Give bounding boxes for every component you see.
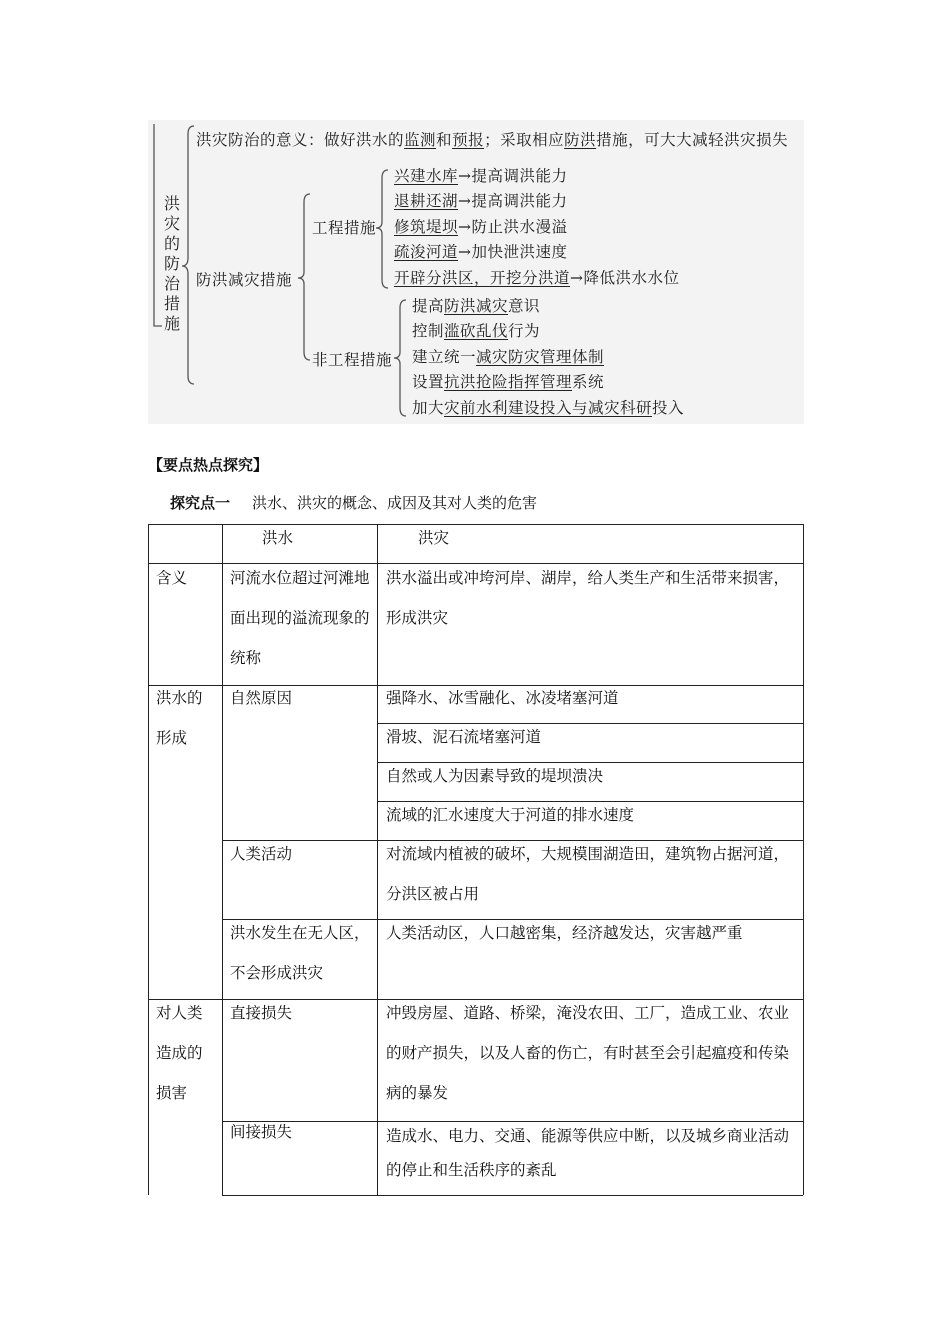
non-eng-item <box>412 321 540 341</box>
explore-point <box>170 492 537 513</box>
non-eng-item <box>412 347 604 367</box>
engineering-label: 工程措施 <box>312 219 377 237</box>
non-eng-item-text: 控制 <box>412 322 445 340</box>
meaning-keyword: 监测 <box>404 131 437 149</box>
eng-item-key: 开辟分洪区，开挖分洪道 <box>394 269 571 287</box>
disaster-definition: 洪水溢出或冲垮河岸、湖岸，给人类生产和生活带来损害，形成洪灾 <box>386 569 790 627</box>
table-rule <box>148 685 803 686</box>
direct-loss-desc: 冲毁房屋、道路、桥梁，淹没农田、工厂，造成工业、农业的财产损失，以及人畜的伤亡，有时甚至会引起瘟疫和传染病的暴发 <box>386 1004 790 1102</box>
eng-item-key: 疏浚河道 <box>394 243 459 261</box>
eng-item-effect: →提高调洪能力 <box>458 167 568 185</box>
natural-causes-label: 自然原因 <box>230 689 293 707</box>
natural-cause: 滑坡、泥石流堵塞河道 <box>386 728 542 746</box>
non-eng-item-text: 系统 <box>572 373 605 391</box>
table-rule <box>148 524 149 1195</box>
table-rule <box>377 524 378 1195</box>
table-rule <box>222 919 803 920</box>
table-rule <box>222 1195 803 1196</box>
flood-prevention-mindmap <box>148 120 804 424</box>
table-rule <box>377 801 803 802</box>
natural-cause: 自然或人为因素导致的堤坝溃决 <box>386 767 604 785</box>
uninhabited-label: 洪水发生在无人区，不会形成洪灾 <box>230 924 370 982</box>
table-rule <box>222 840 803 841</box>
eng-item <box>394 166 568 186</box>
non-eng-item-key: 抗洪抢险指挥管理 <box>444 373 573 391</box>
table-rule <box>148 563 803 564</box>
non-eng-item-key: 减灾防灾管理体制 <box>476 348 605 366</box>
row-label-formation: 洪水的形成 <box>156 689 203 747</box>
eng-item-effect: →加快泄洪速度 <box>458 243 568 261</box>
meaning-label: 洪灾防治的意义： <box>196 131 325 149</box>
non-eng-item-text: 投入 <box>652 399 685 417</box>
meaning-keyword: 防洪 <box>564 131 597 149</box>
human-activity-desc: 对流域内植被的破坏，大规模围湖造田，建筑物占据河道，分洪区被占用 <box>386 845 790 903</box>
row-label-harm: 对人类造成的损害 <box>156 1004 203 1102</box>
indirect-loss-label: 间接损失 <box>230 1123 293 1141</box>
meaning-text: 做好洪水的 <box>324 131 405 149</box>
non-eng-item-key: 滥砍乱伐 <box>444 322 509 340</box>
direct-loss-label: 直接损失 <box>230 1004 293 1022</box>
eng-item-key: 修筑堤坝 <box>394 218 459 236</box>
non-eng-item-text: 建立统一 <box>412 348 477 366</box>
section-heading: 【要点热点探究】 <box>148 456 269 474</box>
table-rule <box>803 524 804 1195</box>
non-eng-item <box>412 398 684 418</box>
header-disaster: 洪灾 <box>418 529 450 547</box>
table-rule <box>222 524 223 1195</box>
eng-item <box>394 217 568 237</box>
meaning-text: ；采取相应 <box>484 131 565 149</box>
row-label-meaning: 含义 <box>156 569 188 587</box>
non-engineering-label: 非工程措施 <box>312 351 393 369</box>
natural-cause: 强降水、冰雪融化、冰凌堵塞河道 <box>386 689 619 707</box>
table-rule <box>377 723 803 724</box>
meaning-row <box>196 130 788 150</box>
non-eng-item <box>412 372 604 392</box>
non-eng-item-key: 灾前水利建设投入与减灾科研 <box>444 399 653 417</box>
explore-label: 探究点一 <box>170 494 231 512</box>
eng-item <box>394 191 568 211</box>
eng-item <box>394 268 680 288</box>
flood-definition: 河流水位超过河滩地面出现的溢流现象的统称 <box>230 569 370 667</box>
human-activity-label: 人类活动 <box>230 845 293 863</box>
non-eng-item <box>412 296 540 316</box>
non-eng-item-text: 意识 <box>508 297 541 315</box>
mindmap-root-label <box>162 194 182 334</box>
eng-item-key: 兴建水库 <box>394 167 459 185</box>
root-text: 洪灾的防治措施 <box>163 194 180 333</box>
mitigation-label: 防洪减灾措施 <box>196 271 293 289</box>
non-eng-item-text: 提高 <box>412 297 445 315</box>
table-rule <box>148 999 803 1000</box>
eng-item <box>394 242 568 262</box>
meaning-text: 措施，可大大减轻洪灾损失 <box>596 131 789 149</box>
uninhabited-desc: 人类活动区，人口越密集，经济越发达，灾害越严重 <box>386 924 743 942</box>
eng-item-effect: →提高调洪能力 <box>458 192 568 210</box>
table-rule <box>222 1121 803 1122</box>
meaning-text: 和 <box>436 131 453 149</box>
table-rule <box>148 524 803 525</box>
eng-item-effect: →降低洪水水位 <box>570 269 680 287</box>
non-eng-item-text: 设置 <box>412 373 445 391</box>
eng-item-key: 退耕还湖 <box>394 192 459 210</box>
non-eng-item-text: 加大 <box>412 399 445 417</box>
natural-cause: 流域的汇水速度大于河道的排水速度 <box>386 806 635 824</box>
header-flood: 洪水 <box>262 529 294 547</box>
indirect-loss-desc: 造成水、电力、交通、能源等供应中断，以及城乡商业活动的停止和生活秩序的紊乱 <box>386 1127 790 1179</box>
table-rule <box>377 762 803 763</box>
non-eng-item-key: 防洪减灾 <box>444 297 509 315</box>
meaning-keyword: 预报 <box>452 131 485 149</box>
non-eng-item-text: 行为 <box>508 322 541 340</box>
eng-item-effect: →防止洪水漫溢 <box>458 218 568 236</box>
explore-title: 洪水、洪灾的概念、成因及其对人类的危害 <box>252 494 538 512</box>
